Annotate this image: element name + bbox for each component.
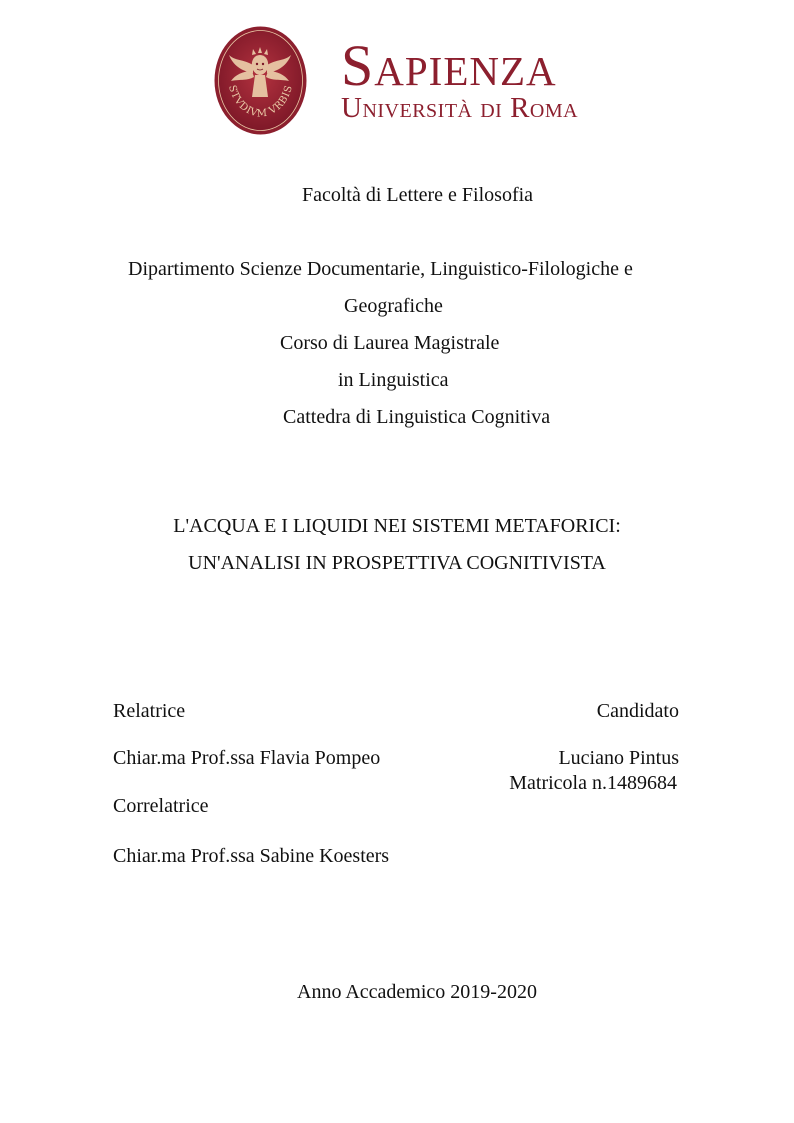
correlatrice-name: Chiar.ma Prof.ssa Sabine Koesters xyxy=(113,845,390,867)
thesis-title-line2: UN'ANALISI IN PROSPETTIVA COGNITIVISTA xyxy=(188,552,606,574)
university-seal-logo xyxy=(213,25,308,136)
chair-name: Cattedra di Linguistica Cognitiva xyxy=(283,406,551,428)
candidate-label: Candidato xyxy=(596,700,679,722)
svg-text:STVDIVM VRBIS: STVDIVM VRBIS xyxy=(226,84,295,120)
university-wordmark xyxy=(341,33,579,124)
university-location: Università di Roma xyxy=(341,92,579,124)
candidate-matricola: Matricola n.1489684 xyxy=(509,772,677,794)
correlatrice-label: Correlatrice xyxy=(113,795,209,817)
thesis-title-line1: L'ACQUA E I LIQUIDI NEI SISTEMI METAFORICI: xyxy=(173,515,621,537)
degree-course-line2: in Linguistica xyxy=(338,369,449,391)
academic-year: Anno Accademico 2019-2020 xyxy=(297,981,537,1003)
university-name: Sapienza xyxy=(341,33,557,98)
department-name-line2: Geografiche xyxy=(344,295,443,317)
department-name-line1: Dipartimento Scienze Documentarie, Linguistico-Filologiche e xyxy=(128,258,633,280)
relatrice-label: Relatrice xyxy=(113,700,186,722)
relatrice-name: Chiar.ma Prof.ssa Flavia Pompeo xyxy=(113,747,381,769)
candidate-name: Luciano Pintus xyxy=(558,747,679,769)
faculty-name: Facoltà di Lettere e Filosofia xyxy=(302,184,534,206)
degree-course-line1: Corso di Laurea Magistrale xyxy=(280,332,500,354)
